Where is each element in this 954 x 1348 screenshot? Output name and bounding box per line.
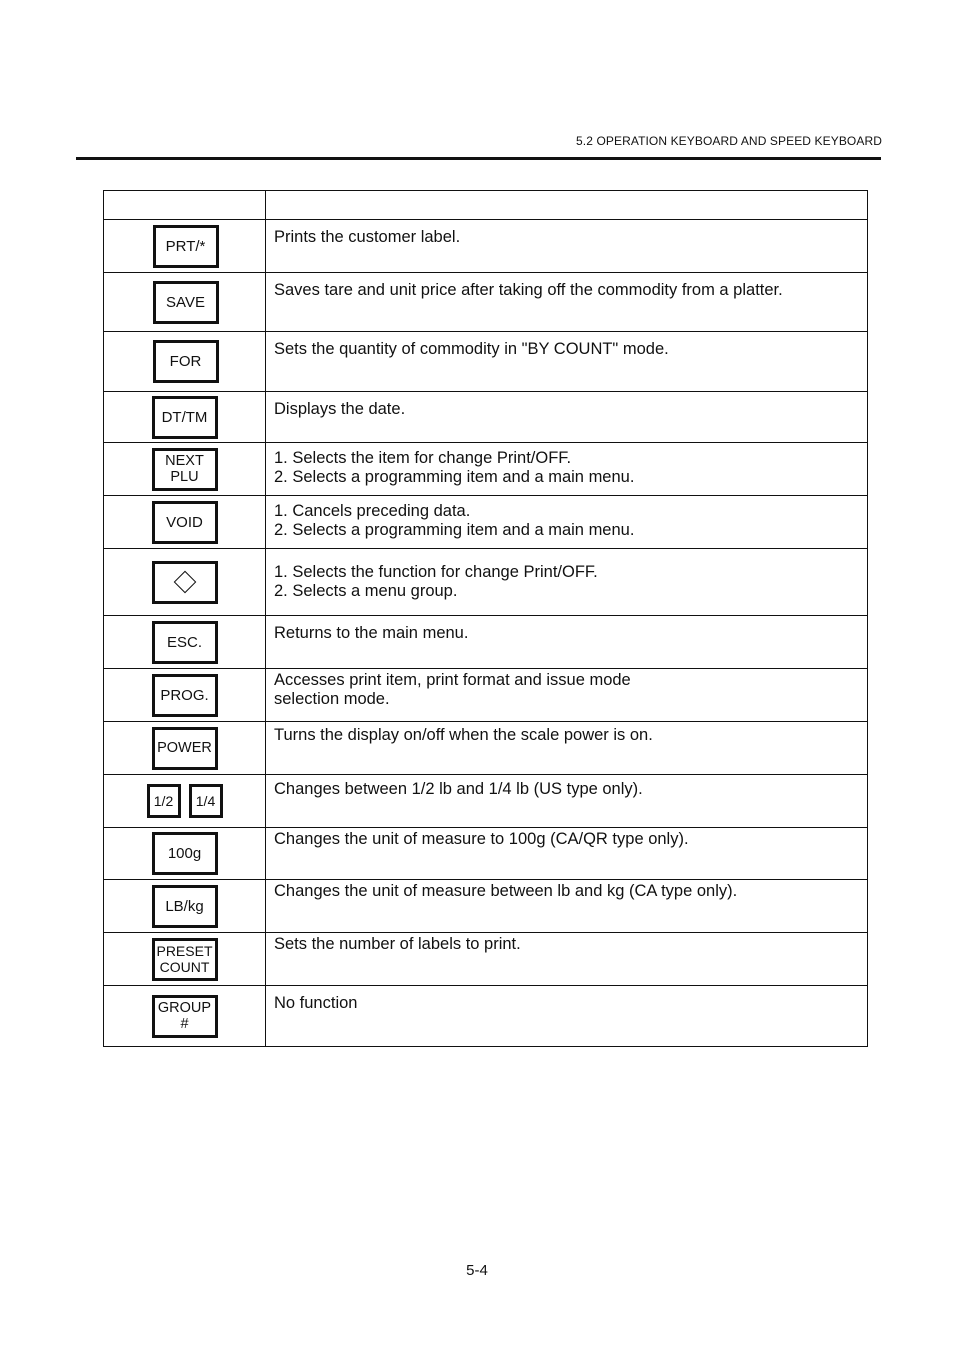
key-cell: [104, 986, 266, 1047]
description-cell: [266, 443, 868, 496]
header-rule: [76, 157, 881, 160]
description-text: 2. Selects a programming item and a main menu.: [274, 521, 635, 539]
prog-key[interactable]: [152, 674, 218, 717]
description-text: Turns the display on/off when the scale power is on.: [274, 726, 653, 744]
description-text: Displays the date.: [274, 400, 406, 418]
description-cell: [266, 273, 868, 332]
description-text: Returns to the main menu.: [274, 624, 469, 642]
description-text: 2. Selects a menu group.: [274, 582, 458, 600]
half-pound-key[interactable]: [147, 784, 181, 818]
table-row: [104, 775, 868, 828]
description-text: Sets the number of labels to print.: [274, 935, 521, 953]
description-text: No function: [274, 994, 358, 1012]
description-text: 1. Selects the item for change Print/OFF.: [274, 449, 572, 467]
description-cell: [266, 933, 868, 986]
description-text: Sets the quantity of commodity in "BY COUNT" mode.: [274, 340, 669, 358]
key-cell: [104, 220, 266, 273]
key-label: GROUP: [157, 1000, 212, 1016]
description-cell: [266, 722, 868, 775]
description-cell: [266, 220, 868, 273]
description-text: Changes between 1/2 lb and 1/4 lb (US type only).: [274, 780, 643, 798]
header-cell-function: [266, 191, 868, 220]
key-label: DT/TM: [161, 408, 208, 426]
description-text: 1. Selects the function for change Print/OFF.: [274, 563, 598, 581]
page-number: 5-4: [466, 1262, 488, 1279]
lb-kg-key[interactable]: [152, 885, 218, 928]
100g-key[interactable]: [152, 832, 218, 875]
key-cell: [104, 273, 266, 332]
escape-key[interactable]: [152, 621, 218, 664]
description-text: Accesses print item, print format and issue mode: [274, 671, 631, 689]
for-key[interactable]: [153, 340, 219, 383]
description-cell: [266, 616, 868, 669]
key-pair: [147, 784, 223, 818]
header-cell-key: [104, 191, 266, 220]
key-cell: [104, 616, 266, 669]
key-label: COUNT: [159, 959, 210, 975]
table-row: [104, 669, 868, 722]
description-cell: [266, 669, 868, 722]
key-label: 1/4: [195, 792, 216, 809]
description-cell: [266, 392, 868, 443]
table-row: [104, 392, 868, 443]
table-row: [104, 220, 868, 273]
quarter-pound-key[interactable]: [189, 784, 223, 818]
table-row: [104, 496, 868, 549]
key-cell: [104, 549, 266, 616]
key-label: LB/kg: [165, 897, 204, 915]
key-cell: [104, 880, 266, 933]
description-cell: [266, 496, 868, 549]
preset-count-key[interactable]: [152, 938, 218, 981]
key-cell: [104, 828, 266, 880]
key-cell: [104, 392, 266, 443]
description-text: 2. Selects a programming item and a main menu.: [274, 468, 635, 486]
key-label: FOR: [169, 353, 202, 370]
diamond-key[interactable]: [152, 561, 218, 604]
key-label: PRT/*: [165, 237, 206, 255]
key-label: 100g: [167, 845, 202, 862]
key-label: 1/2: [153, 792, 174, 809]
table-row: [104, 828, 868, 880]
table-row: [104, 933, 868, 986]
table-row: [104, 722, 868, 775]
table-row: [104, 443, 868, 496]
table-header-row: [104, 191, 868, 220]
key-label: #: [180, 1016, 189, 1032]
table-row: [104, 986, 868, 1047]
date-time-key[interactable]: [152, 396, 218, 439]
key-label: VOID: [166, 513, 203, 531]
key-cell: [104, 669, 266, 722]
table-row: [104, 332, 868, 392]
power-key[interactable]: [152, 727, 218, 770]
description-cell: [266, 986, 868, 1047]
key-label: SAVE: [166, 293, 205, 311]
description-text: 1. Cancels preceding data.: [274, 502, 471, 520]
description-text: Saves tare and unit price after taking off the commodity from a platter.: [274, 281, 783, 299]
description-cell: [266, 775, 868, 828]
key-cell: [104, 332, 266, 392]
group-key[interactable]: [152, 995, 218, 1038]
prt-key[interactable]: [153, 225, 219, 268]
table-row: [104, 616, 868, 669]
key-cell: [104, 933, 266, 986]
key-label: ESC.: [166, 633, 202, 651]
key-cell: [104, 443, 266, 496]
description-cell: [266, 828, 868, 880]
table-row: [104, 273, 868, 332]
next-plu-key[interactable]: [152, 448, 218, 491]
save-key[interactable]: [153, 281, 219, 324]
key-cell: [104, 722, 266, 775]
description-text: Prints the customer label.: [274, 228, 461, 246]
table-row: [104, 880, 868, 933]
running-header: 5.2 OPERATION KEYBOARD AND SPEED KEYBOARD: [576, 134, 882, 148]
key-cell: [104, 775, 266, 828]
description-cell: [266, 880, 868, 933]
table-row: [104, 549, 868, 616]
key-label: PLU: [170, 469, 199, 485]
key-label: PROG.: [160, 686, 209, 704]
key-label: POWER: [157, 739, 212, 756]
description-text: Changes the unit of measure to 100g (CA/QR type only).: [274, 830, 689, 848]
description-cell: [266, 549, 868, 616]
key-label: NEXT: [165, 453, 204, 469]
key-cell: [104, 496, 266, 549]
key-function-table: [103, 190, 868, 1047]
diamond-icon: [173, 571, 196, 594]
description-text: Changes the unit of measure between lb and kg (CA type only).: [274, 882, 738, 900]
void-key[interactable]: [152, 501, 218, 544]
description-cell: [266, 332, 868, 392]
key-label: PRESET: [156, 943, 213, 959]
description-text: selection mode.: [274, 690, 390, 708]
